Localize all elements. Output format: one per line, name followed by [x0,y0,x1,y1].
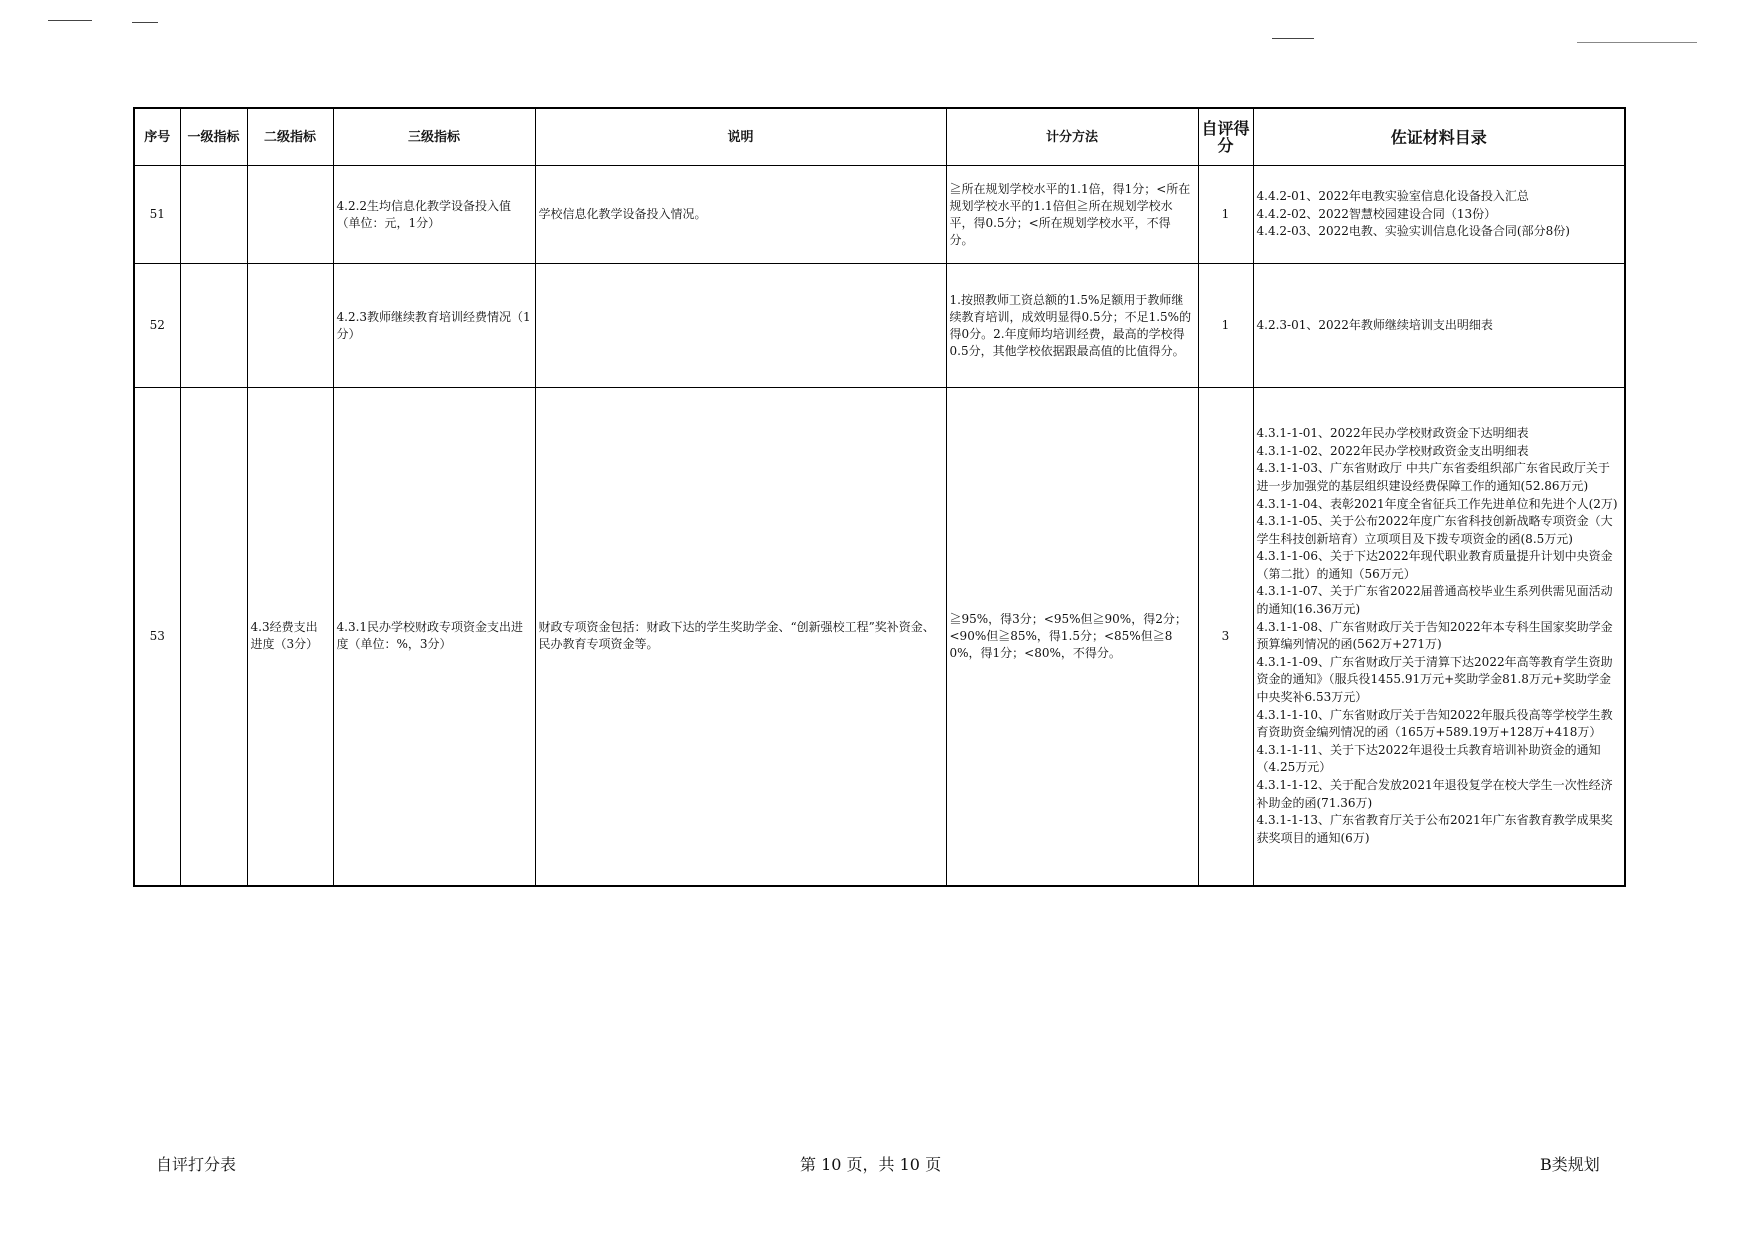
score-table [133,107,1626,887]
footer-right-label: B类规划 [1540,1155,1600,1174]
evidence-item: 4.3.1-1-01、2022年民办学校财政资金下达明细表 [1256,426,1529,441]
header-self-score: 自评得分 [1198,108,1253,166]
evidence-item: 4.3.1-1-04、表彰2021年度全省征兵工作先进单位和先进个人(2万) [1256,496,1618,511]
row-description: 学校信息化教学设备投入情况。 [535,166,946,264]
row-evidence [1253,264,1625,388]
row-self-score: 1 [1198,264,1253,388]
row-self-score: 3 [1198,388,1253,886]
header-index: 序号 [134,108,180,166]
scan-mark [1577,42,1697,43]
row-level2 [247,264,333,388]
header-row [134,108,1625,166]
header-level3: 三级指标 [333,108,535,166]
scan-mark [1272,38,1314,39]
row-index: 51 [134,166,180,264]
header-scoring-method: 计分方法 [946,108,1198,166]
evidence-item: 4.3.1-1-06、关于下达2022年现代职业教育质量提升计划中央资金（第二批）的通知（56万元） [1256,549,1613,581]
evidence-item: 4.3.1-1-11、关于下达2022年退役士兵教育培训补助资金的通知（4.25万元） [1256,742,1601,775]
row-evidence [1253,166,1625,264]
footer-page-number: 第 10 页，共 10 页 [800,1155,942,1174]
row-description: 财政专项资金包括：财政下达的学生奖助学金、“创新强校工程”奖补资金、民办教育专项资金等。 [535,388,946,886]
row-description [535,264,946,388]
header-level1: 一级指标 [180,108,247,166]
row-level2 [247,166,333,264]
evidence-item: 4.4.2-02、2022智慧校园建设合同（13份） [1256,206,1497,221]
scan-mark [132,22,158,23]
evidence-item: 4.3.1-1-10、广东省财政厅关于告知2022年服兵役高等学校学生教育资助资金编列情况的函（165万+589.19万+128万+418万） [1256,707,1613,740]
row-self-score: 1 [1198,166,1253,264]
row-level3: 4.2.3教师继续教育培训经费情况（1分） [333,264,535,388]
evidence-item: 4.3.1-1-09、广东省财政厅关于清算下达2022年高等教育学生资助资金的通知》（服兵役1455.91万元+奖助学金81.8万元+奖助学金中央奖补6.53万元） [1256,654,1613,705]
row-level3: 4.2.2生均信息化教学设备投入值（单位：元，1分） [333,166,535,264]
evidence-item: 4.3.1-1-03、广东省财政厅 中共广东省委组织部广东省民政厅关于进一步加强党的基层组织建设经费保障工作的通知(52.86万元) [1256,461,1610,493]
row-index: 52 [134,264,180,388]
row-scoring-method: ≧所在规划学校水平的1.1倍，得1分；<所在规划学校水平的1.1倍但≧所在规划学校水平，得0.5分；<所在规划学校水平，不得分。 [946,166,1198,264]
row-level2: 4.3经费支出进度（3分） [247,388,333,886]
row-scoring-method: ≧95%，得3分；<95%但≧90%，得2分；<90%但≧85%，得1.5分；<85%但≧80%，得1分；<80%，不得分。 [946,388,1198,886]
evidence-item: 4.3.1-1-13、广东省教育厅关于公布2021年广东省教育教学成果奖获奖项目的通知(6万) [1256,813,1613,845]
evidence-item: 4.3.1-1-08、广东省财政厅关于告知2022年本专科生国家奖助学金预算编列情况的函(562万+271万) [1256,619,1613,652]
evidence-item: 4.4.2-01、2022年电教实验室信息化设备投入汇总 [1256,189,1529,204]
table-row [134,264,1625,388]
footer-left-label: 自评打分表 [156,1155,237,1174]
evidence-item: 4.4.2-03、2022电教、实验实训信息化设备合同(部分8份) [1256,224,1570,239]
row-level3: 4.3.1民办学校财政专项资金支出进度（单位：%，3分） [333,388,535,886]
row-index: 53 [134,388,180,886]
table-row [134,166,1625,264]
evidence-item: 4.3.1-1-12、关于配合发放2021年退役复学在校大学生一次性经济补助金的函(71.36万) [1256,778,1613,810]
table-row [134,388,1625,886]
row-level1 [180,388,247,886]
header-description: 说明 [535,108,946,166]
evidence-item: 4.3.1-1-07、关于广东省2022届普通高校毕业生系列供需见面活动的通知(16.36万元) [1256,584,1613,617]
evidence-item: 4.3.1-1-02、2022年民办学校财政资金支出明细表 [1256,443,1529,458]
row-scoring-method: 1.按照教师工资总额的1.5%足额用于教师继续教育培训，成效明显得0.5分；不足1.5%的得0分。2.年度师均培训经费，最高的学校得0.5分，其他学校依据跟最高值的比值得分。 [946,264,1198,388]
header-evidence: 佐证材料目录 [1253,108,1625,166]
scan-mark [48,20,92,21]
header-level2: 二级指标 [247,108,333,166]
evidence-item: 4.2.3-01、2022年教师继续培训支出明细表 [1256,317,1493,332]
row-level1 [180,264,247,388]
evidence-item: 4.3.1-1-05、关于公布2022年度广东省科技创新战略专项资金（大学生科技创新培育）立项项目及下拨专项资金的函(8.5万元) [1256,514,1613,546]
row-level1 [180,166,247,264]
row-evidence [1253,388,1625,886]
